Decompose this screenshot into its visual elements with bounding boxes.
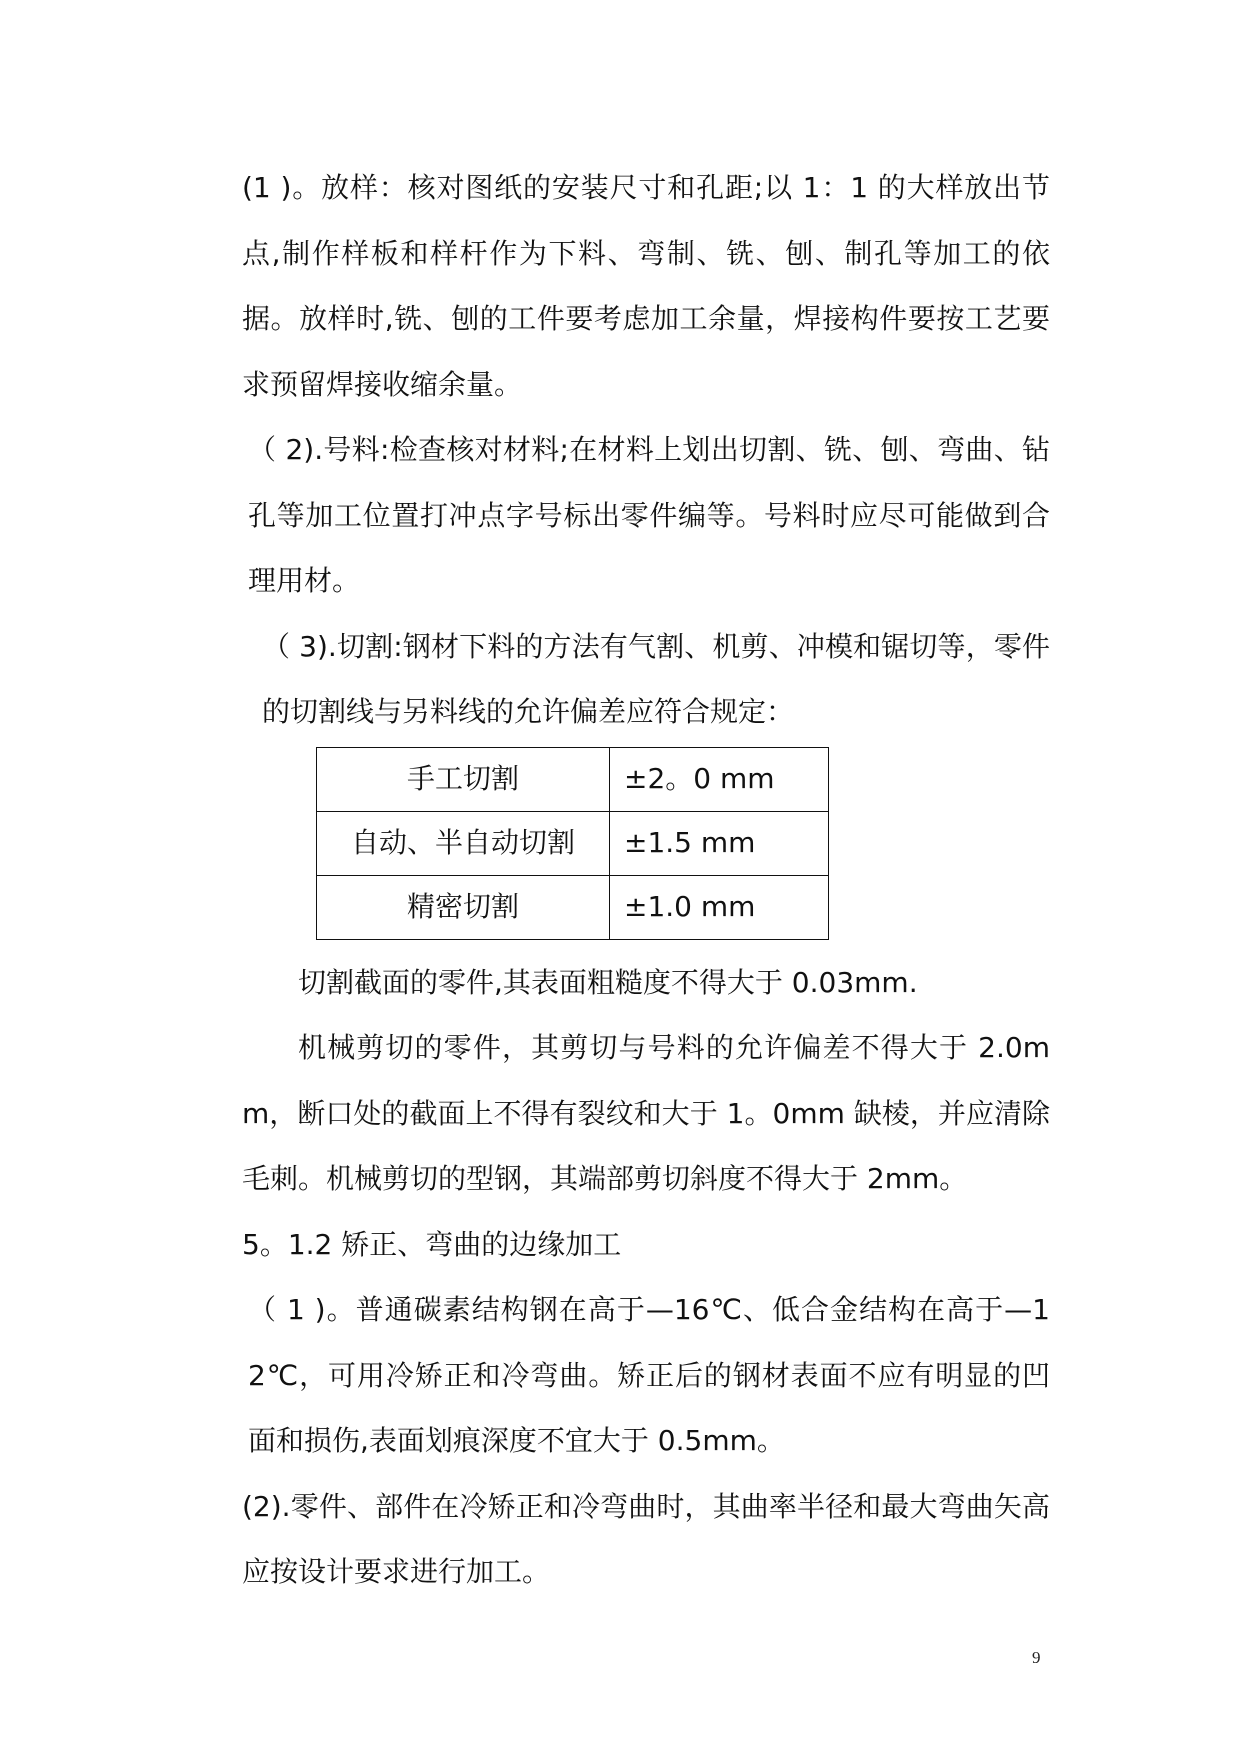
paragraph-bending-radius: (2).零件、部件在冷矫正和冷弯曲时，其曲率半径和最大弯曲矢高应按设计要求进行加工。 <box>242 1489 1050 1588</box>
paragraph-marking: （ 2).号料:检查核对材料;在材料上划出切割、铣、刨、弯曲、钻孔等加工位置打冲点字号标出零件编等。号料时应尽可能做到合理用材。 <box>248 433 1050 597</box>
cutting-tolerance-table <box>316 747 829 940</box>
paragraph-cutting: （ 3).切割:钢材下料的方法有气割、机剪、冲模和锯切等，零件的切割线与另料线的允许偏差应符合规定： <box>262 629 1050 728</box>
table-row <box>317 747 829 811</box>
cutting-method-cell: 手工切割 <box>317 747 610 811</box>
table-row <box>317 811 829 875</box>
cutting-method-cell: 自动、半自动切割 <box>317 811 610 875</box>
paragraph-cold-straightening: （ 1 )。普通碳素结构钢在高于—16℃、低合金结构在高于—12℃，可用冷矫正和冷弯曲。矫正后的钢材表面不应有明显的凹面和损伤,表面划痕深度不宜大于 0.5mm。 <box>248 1293 1050 1457</box>
tolerance-cell: ±1.0 mm <box>610 875 829 939</box>
page-number: 9 <box>1032 1648 1041 1667</box>
cutting-method-cell: 精密切割 <box>317 875 610 939</box>
tolerance-cell: ±1.5 mm <box>610 811 829 875</box>
tolerance-cell: ±2。0 mm <box>610 747 829 811</box>
paragraph-surface-roughness: 切割截面的零件,其表面粗糙度不得大于 0.03mm. <box>298 965 918 999</box>
paragraph-layout: (1 )。放样：核对图纸的安装尺寸和孔距;以 1：1 的大样放出节点,制作样板和样杆作为下料、弯制、铣、刨、制孔等加工的依据。放样时,铣、刨的工件要考虑加工余量，焊接构件要按工艺要求预留焊接收缩余量。 <box>242 171 1050 401</box>
paragraph-mechanical-shearing: 机械剪切的零件，其剪切与号料的允许偏差不得大于 2.0mm，断口处的截面上不得有裂纹和大于 1。0mm 缺棱，并应清除毛刺。机械剪切的型钢，其端部剪切斜度不得大于 2mm。 <box>242 1031 1050 1195</box>
document-body <box>242 155 1050 1605</box>
section-heading: 5。1.2 矫正、弯曲的边缘加工 <box>242 1227 622 1261</box>
table-row <box>317 875 829 939</box>
